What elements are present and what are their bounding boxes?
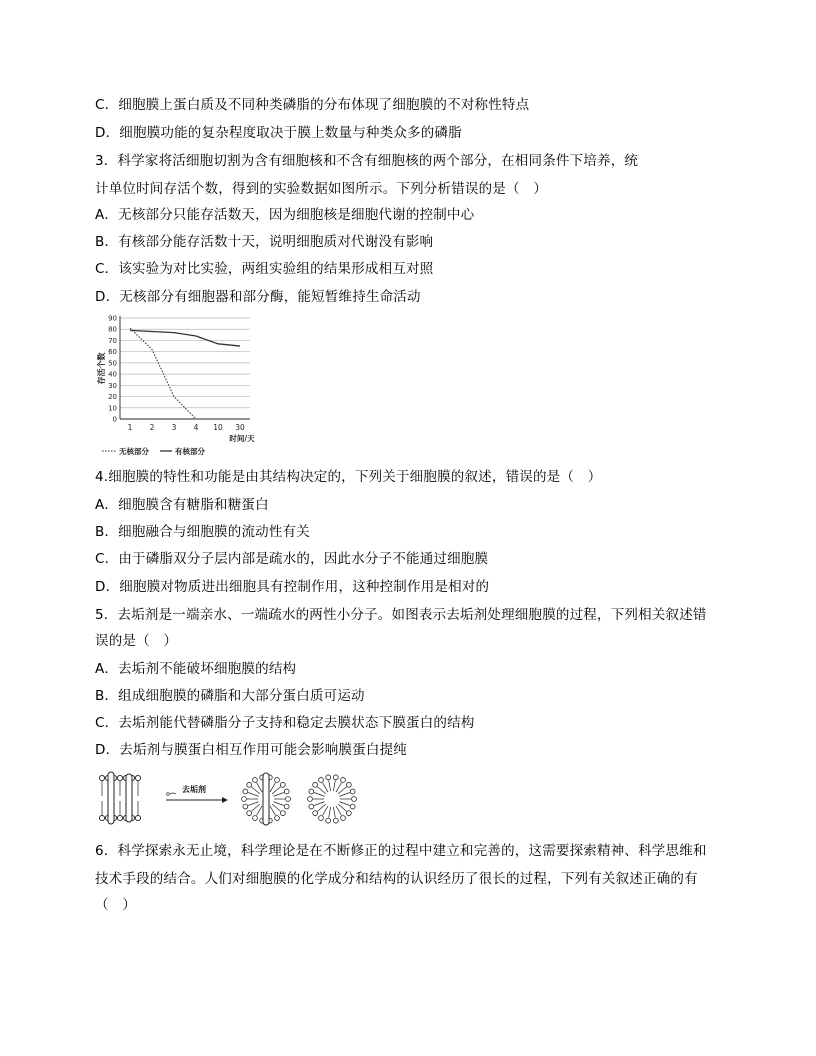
- x-tick-label: 30: [235, 423, 245, 432]
- micelle-head: [309, 804, 314, 809]
- micelle-head: [253, 816, 258, 821]
- text-line: D．无核部分有细胞器和部分酶，能短暂维持生命活动: [95, 289, 421, 305]
- y-tick-label: 40: [108, 370, 117, 379]
- lipid-head: [135, 815, 140, 820]
- micelle-tail: [251, 787, 259, 794]
- detergent-molecule: [167, 793, 170, 796]
- y-axis-label: 存活个数: [97, 352, 106, 385]
- text-line: 技术手段的结合。人们对细胞膜的化学成分和结构的认识经历了很长的过程，下列有关叙述正确的有: [95, 871, 698, 887]
- micelle-tail: [323, 806, 329, 816]
- micelle-head: [286, 797, 291, 802]
- arrow-head: [222, 797, 228, 803]
- micelle-tail: [340, 793, 350, 797]
- arrow-label: 去垢剂: [182, 785, 206, 794]
- micelle-head: [308, 797, 313, 802]
- x-axis-label: 时间/天: [229, 434, 255, 443]
- micelle-tail: [333, 807, 335, 818]
- x-tick-label: 1: [127, 423, 133, 432]
- x-tick-label: 3: [171, 423, 177, 432]
- membrane-protein: [126, 774, 132, 822]
- micelle-tail: [257, 806, 263, 816]
- text-line: 3．科学家将活细胞切割为含有细胞核和不含有细胞核的两个部分，在相同条件下培养，统: [95, 153, 639, 169]
- micelle-tail: [338, 804, 346, 811]
- x-tick-label: 2: [149, 423, 155, 432]
- micelle-tail: [272, 804, 280, 811]
- micelle-tail: [270, 806, 276, 816]
- micelle-head: [280, 811, 285, 816]
- membrane-protein: [108, 772, 114, 824]
- micelle-tail: [336, 783, 342, 793]
- micelle-head: [319, 816, 324, 821]
- lipid-head: [117, 775, 122, 780]
- y-tick-label: 50: [108, 359, 117, 368]
- membrane-protein: [263, 773, 269, 825]
- text-line: A．细胞膜含有糖脂和糖蛋白: [95, 497, 269, 513]
- text-line: 计单位时间存活个数，得到的实验数据如图所示。下列分析错误的是（ ）: [95, 181, 548, 197]
- micelle-head: [333, 775, 338, 780]
- legend-label: 有核部分: [175, 447, 205, 456]
- lipid-head: [99, 775, 104, 780]
- y-tick-label: 0: [112, 415, 117, 424]
- micelle-head: [341, 816, 346, 821]
- y-tick-label: 80: [108, 325, 117, 334]
- y-tick-label: 20: [108, 393, 117, 402]
- micelle-head: [243, 789, 248, 794]
- micelle-head: [247, 811, 252, 816]
- text-line: D．细胞膜功能的复杂程度取决于膜上数量与种类众多的磷脂: [95, 125, 462, 141]
- micelle-head: [253, 778, 258, 783]
- micelle-tail: [340, 802, 350, 806]
- series-line-1: [130, 330, 240, 346]
- micelle-tail: [270, 783, 276, 793]
- text-line: D．细胞膜对物质进出细胞具有控制作用，这种控制作用是相对的: [95, 579, 490, 595]
- text-line: D．去垢剂与膜蛋白相互作用可能会影响膜蛋白提纯: [95, 742, 407, 758]
- micelle-head: [275, 778, 280, 783]
- micelle-head: [350, 789, 355, 794]
- micelle-tail: [314, 802, 324, 806]
- y-tick-label: 30: [108, 381, 117, 390]
- micelle-tail: [274, 802, 284, 806]
- micelle-tail: [314, 793, 324, 797]
- micelle-tail: [317, 804, 325, 811]
- lipid-head: [99, 815, 104, 820]
- text-line: 6．科学探索永无止境，科学理论是在不断修正的过程中建立和完善的，这需要探索精神、科学思维和: [95, 843, 707, 859]
- x-tick-label: 4: [193, 423, 199, 432]
- legend-label: 无核部分: [119, 447, 149, 456]
- micelle-head: [247, 782, 252, 787]
- micelle-head: [350, 804, 355, 809]
- micelle-head: [313, 811, 318, 816]
- text-line: （ ）: [95, 897, 137, 913]
- micelle-head: [242, 797, 247, 802]
- micelle-tail: [323, 783, 329, 793]
- lipid-head: [135, 775, 140, 780]
- text-line: B．组成细胞膜的磷脂和大部分蛋白质可运动: [95, 688, 365, 704]
- detergent-tail: [170, 793, 176, 794]
- micelle-head: [319, 778, 324, 783]
- micelle-tail: [317, 787, 325, 794]
- micelle-head: [284, 789, 289, 794]
- text-line: 5．去垢剂是一端亲水、一端疏水的两性小分子。如图表示去垢剂处理细胞膜的过程，下列相关叙述错: [95, 607, 707, 623]
- text-line: C．由于磷脂双分子层内部是疏水的，因此水分子不能通过细胞膜: [95, 551, 489, 567]
- micelle-tail: [274, 793, 284, 797]
- series-line-0: [130, 328, 240, 419]
- micelle-head: [346, 782, 351, 787]
- x-tick-label: 10: [213, 423, 223, 432]
- text-line: C．去垢剂能代替磷脂分子支持和稳定去膜状态下膜蛋白的结构: [95, 715, 475, 731]
- text-line: 4.细胞膜的特性和功能是由其结构决定的，下列关于细胞膜的叙述，错误的是（ ）: [95, 469, 602, 485]
- micelle-head: [352, 797, 357, 802]
- micelle-head: [341, 778, 346, 783]
- micelle-tail: [329, 780, 331, 791]
- micelle-tail: [248, 802, 258, 806]
- micelle-head: [280, 782, 285, 787]
- text-line: 误的是（ ）: [95, 633, 178, 649]
- micelle-head: [326, 775, 331, 780]
- text-line: B．有核部分能存活数十天，说明细胞质对代谢没有影响: [95, 234, 434, 250]
- micelle-tail: [336, 806, 342, 816]
- y-tick-label: 10: [108, 404, 117, 413]
- y-tick-label: 90: [108, 314, 117, 323]
- micelle-tail: [329, 807, 331, 818]
- text-line: C．细胞膜上蛋白质及不同种类磷脂的分布体现了细胞膜的不对称性特点: [95, 97, 530, 113]
- survival-chart: [92, 312, 260, 460]
- text-line: A．去垢剂不能破坏细胞膜的结构: [95, 661, 297, 677]
- micelle-head: [326, 818, 331, 823]
- micelle-head: [243, 804, 248, 809]
- micelle-head: [284, 804, 289, 809]
- micelle-tail: [333, 780, 335, 791]
- y-tick-label: 70: [108, 336, 117, 345]
- micelle-head: [313, 782, 318, 787]
- micelle-tail: [251, 804, 259, 811]
- text-line: C．该实验为对比实验，两组实验组的结果形成相互对照: [95, 261, 434, 277]
- micelle-tail: [338, 787, 346, 794]
- y-tick-label: 60: [108, 348, 117, 357]
- lipid-head: [117, 815, 122, 820]
- micelle-head: [346, 811, 351, 816]
- micelle-tail: [248, 793, 258, 797]
- micelle-tail: [272, 787, 280, 794]
- text-line: B．细胞融合与细胞膜的流动性有关: [95, 524, 310, 540]
- detergent-diagram: [96, 768, 396, 830]
- micelle-tail: [257, 783, 263, 793]
- micelle-head: [309, 789, 314, 794]
- micelle-head: [333, 818, 338, 823]
- text-line: A．无核部分只能存活数天，因为细胞核是细胞代谢的控制中心: [95, 207, 475, 223]
- micelle-head: [275, 816, 280, 821]
